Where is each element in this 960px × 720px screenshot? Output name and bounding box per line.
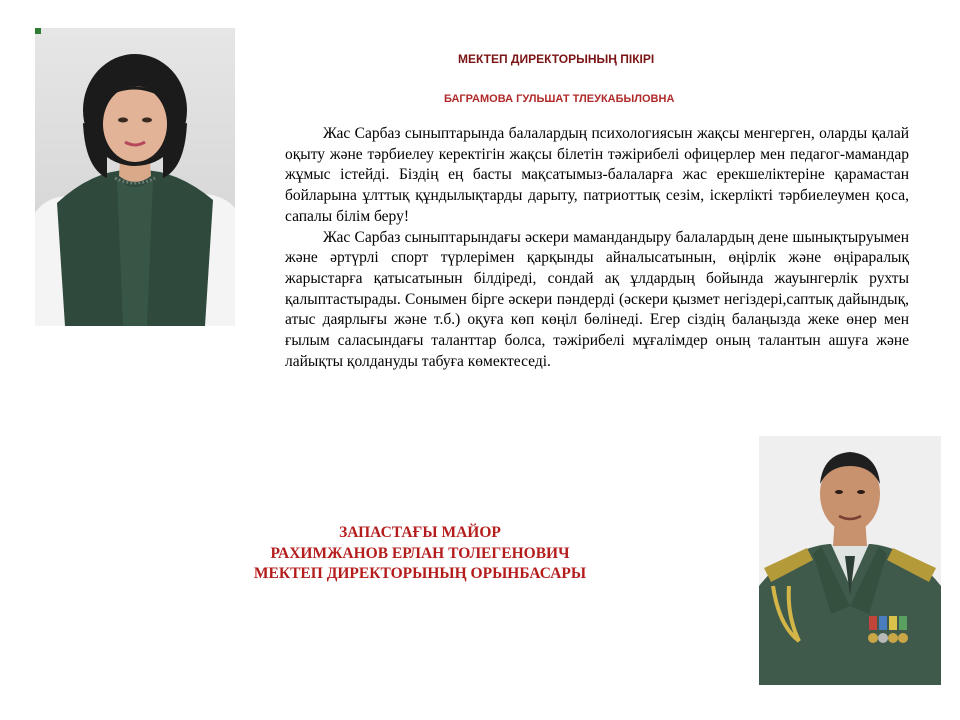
deputy-director-portrait — [759, 436, 941, 685]
director-name: БАГРАМОВА ГУЛЬШАТ ТЛЕУКАБЫЛОВНА — [444, 93, 675, 105]
director-statement — [285, 124, 909, 372]
signature-name: РАХИМЖАНОВ ЕРЛАН ТОЛЕГЕНОВИЧ — [270, 544, 570, 562]
page-title: МЕКТЕП ДИРЕКТОРЫНЫҢ ПІКІРІ — [458, 52, 655, 66]
signature-position: МЕКТЕП ДИРЕКТОРЫНЫҢ ОРЫНБАСАРЫ — [253, 565, 587, 582]
statement-paragraph: Жас Сарбаз сыныптарында балалардың психологиясын жақсы менгерген, оларды қалай оқыту және тәрбиелеу керектігін жақсы білетін тәжірибелі офицерлер мен педагог-мамандар жұмыс істейді. Біздің ең басты мақсатымыз-балаларға жас ерекшеліктеріне қарамастан бойларына ұлттық құндылықтарды дарыту, патриоттық сезім, іскерлікті тәрбиелеумен қоса, сапалы білім беру! — [285, 125, 909, 225]
signature-rank: ЗАПАСТАҒЫ МАЙОР — [339, 524, 501, 541]
director-portrait — [35, 28, 235, 326]
signature-block — [200, 523, 640, 585]
statement-paragraph: Жас Сарбаз сыныптарындағы әскери мамандандыру балалардың дене шынықтыруымен және әртүрлі спорт түрлерімен қарқынды айналысатынын, өңірлік және өңіраралық жарыстарға қатысатынын білдіреді, сондай ақ ұлдардың бойында жауынгерлік рухты қалыптастырады. Сонымен бірге әскери пәндерді (әскери қызмет негіздері,саптық дайындық, атыс даярлығы және т.б.) оқуға көп көңіл бөлінеді. Егер сіздің балаңызда жеке өнер мен ғылым саласындағы таланттар болса, тәжірибелі мұғалімдер оның талантын ашуға және лайықты қолдануды табуға көмектеседі. — [285, 228, 909, 370]
